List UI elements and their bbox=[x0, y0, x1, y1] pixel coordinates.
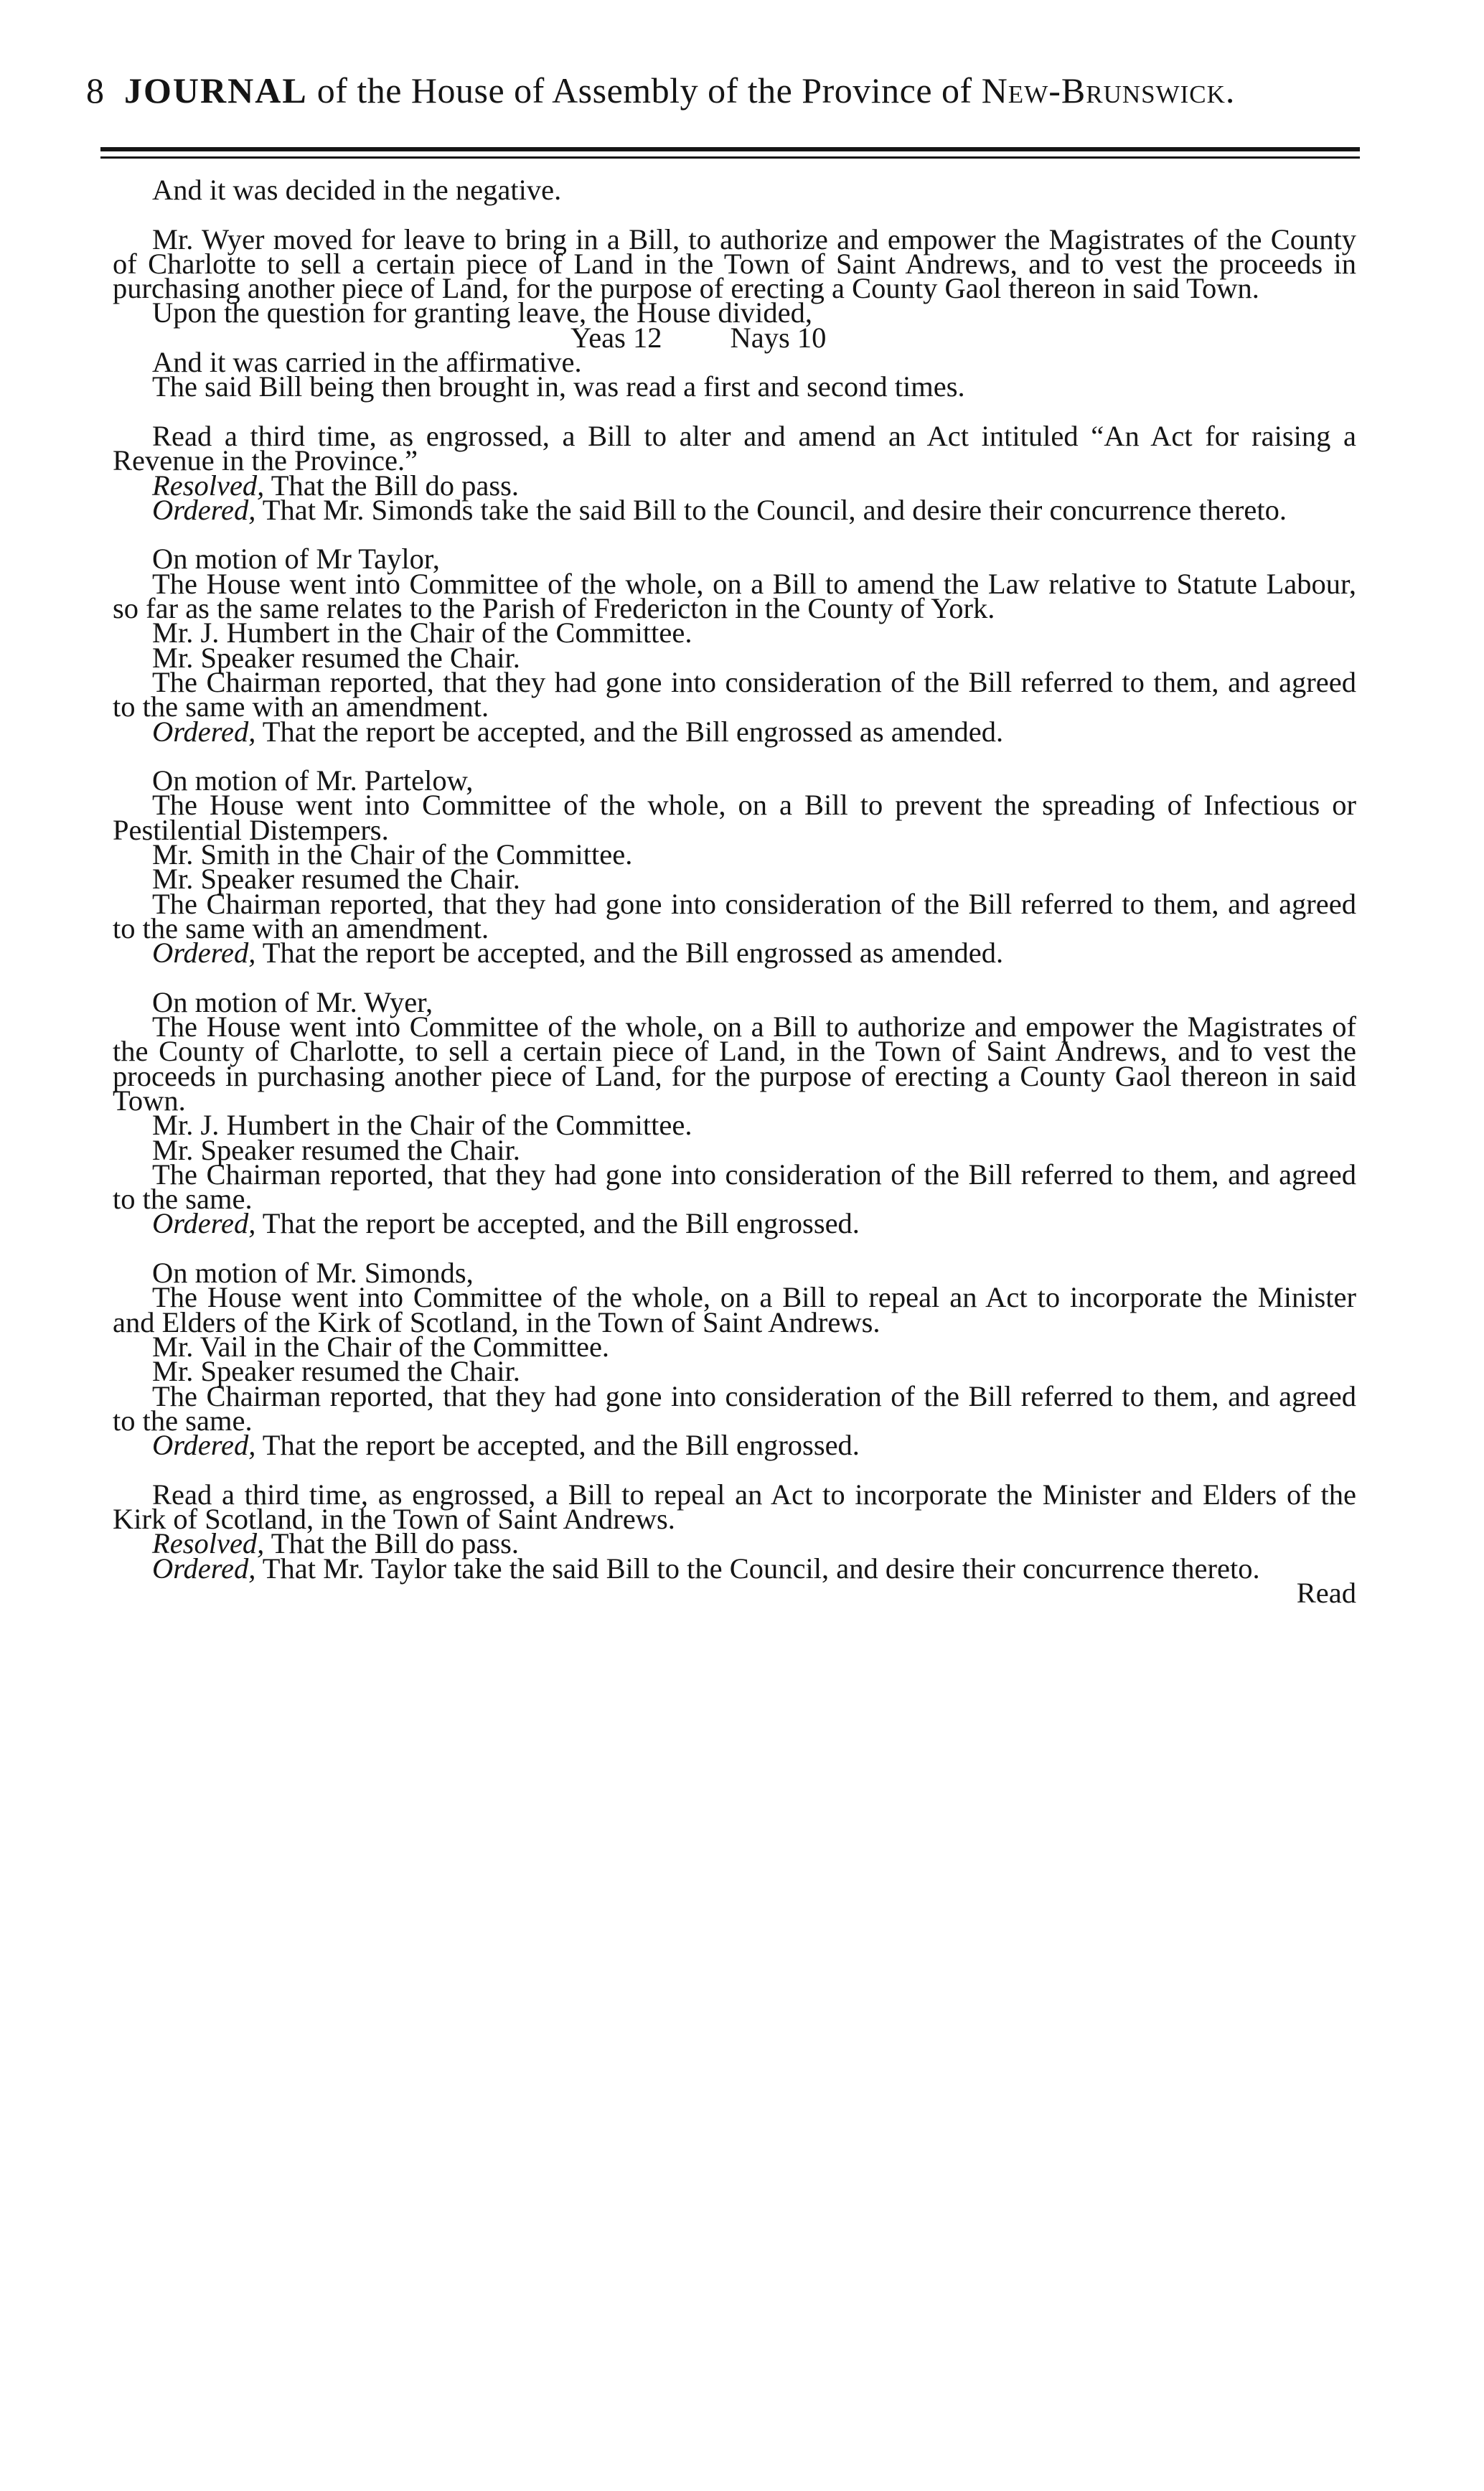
journal-paragraph: The Chairman reported, that they had gone into consideration of the Bill referred to them, and agreed to the same. bbox=[113, 1158, 1356, 1216]
journal-paragraph: Read a third time, as engrossed, a Bill to repeal an Act to incorporate the Minister and Elders of the Kirk of Scotland, in the Town of Saint Andrews. bbox=[113, 1478, 1356, 1536]
journal-paragraph: On motion of Mr Taylor, bbox=[152, 543, 440, 576]
page-number: 8 bbox=[86, 70, 105, 111]
journal-paragraph: Mr. J. Humbert in the Chair of the Committee. bbox=[152, 1109, 692, 1142]
journal-paragraph: Read a third time, as engrossed, a Bill to alter and amend an Act intituled “An Act for raising a Revenue in the Province.” bbox=[113, 419, 1356, 477]
ordered-term: Ordered, bbox=[152, 715, 256, 748]
journal-paragraph: The said Bill being then brought in, was read a first and second times. bbox=[152, 370, 965, 403]
ordered-term: Ordered, bbox=[152, 1207, 256, 1240]
ordered-term: Ordered, bbox=[152, 1552, 256, 1585]
journal-paragraph: Mr. Speaker resumed the Chair. bbox=[152, 863, 520, 896]
journal-paragraph: The House went into Committee of the whole, on a Bill to repeal an Act to incorporate the Minister and Elders of the Kirk of Scotland, in the Town of Saint Andrews. bbox=[113, 1281, 1356, 1338]
journal-paragraph: The Chairman reported, that they had gone into consideration of the Bill referred to them, and agreed to the same with an amendment. bbox=[113, 665, 1356, 723]
journal-paragraph: Mr. Speaker resumed the Chair. bbox=[152, 641, 520, 674]
resolution-line: Resolved, That the Bill do pass. bbox=[152, 469, 520, 502]
resolution-line: Resolved, That the Bill do pass. bbox=[152, 1527, 520, 1560]
province-name: New-Brunswick. bbox=[981, 70, 1236, 111]
journal-paragraph: The Chairman reported, that they had gone into consideration of the Bill referred to them, and agreed to the same. bbox=[113, 1379, 1356, 1437]
header-rule-thin bbox=[100, 156, 1360, 159]
journal-paragraph: Mr. Vail in the Chair of the Committee. bbox=[152, 1330, 610, 1363]
running-header bbox=[86, 69, 1363, 112]
journal-title: JOURNAL bbox=[124, 70, 308, 111]
resolved-term: Resolved, bbox=[152, 1527, 265, 1560]
journal-paragraph: And it was decided in the negative. bbox=[152, 174, 562, 206]
ordered-term: Ordered, bbox=[152, 1429, 256, 1462]
order-line: Ordered, That Mr. Taylor take the said Bill to the Council, and desire their concurrence thereto. Read bbox=[152, 1552, 1356, 1609]
journal-paragraph: Mr. Speaker resumed the Chair. bbox=[152, 1133, 520, 1166]
journal-paragraph: Mr. J. Humbert in the Chair of the Committee. bbox=[152, 616, 692, 649]
order-line: Ordered, That Mr. Simonds take the said Bill to the Council, and desire their concurrence thereto. bbox=[152, 493, 1287, 526]
ordered-term: Ordered, bbox=[152, 937, 256, 970]
journal-paragraph: Mr. Smith in the Chair of the Committee. bbox=[152, 838, 633, 871]
journal-paragraph: The House went into Committee of the whole, on a Bill to prevent the spreading of Infectious or Pestilential Distempers. bbox=[113, 789, 1356, 846]
nays-count: Nays 10 bbox=[730, 321, 827, 354]
journal-paragraph: Mr. Speaker resumed the Chair. bbox=[152, 1355, 520, 1388]
journal-paragraph: The Chairman reported, that they had gone into consideration of the Bill referred to them, and agreed to the same with an amendment. bbox=[113, 887, 1356, 944]
yeas-count: Yeas 12 bbox=[570, 321, 662, 354]
resolved-term: Resolved, bbox=[152, 469, 265, 502]
ordered-term: Ordered, bbox=[152, 493, 256, 526]
journal-paragraph: On motion of Mr. Simonds, bbox=[152, 1257, 474, 1290]
journal-paragraph: The House went into Committee of the whole, on a Bill to authorize and empower the Magistrates of the County of Charlotte, to sell a certain piece of Land, in the Town of Saint Andrews, and to vest the proceeds in purchasing another piece of Land, for the purpose of erecting a County Gaol thereon in said Town. bbox=[113, 1010, 1356, 1117]
catchword: Read bbox=[1296, 1576, 1356, 1609]
journal-paragraph: Upon the question for granting leave, the House divided, bbox=[152, 296, 813, 329]
order-line: Ordered, That the report be accepted, and the Bill engrossed as amended. bbox=[152, 715, 1004, 748]
order-line: Ordered, That the report be accepted, and the Bill engrossed as amended. bbox=[152, 937, 1004, 970]
journal-body bbox=[113, 174, 1356, 1609]
order-line: Ordered, That the report be accepted, and the Bill engrossed. bbox=[152, 1207, 860, 1240]
header-rule-thick bbox=[100, 147, 1360, 151]
journal-paragraph: Mr. Wyer moved for leave to bring in a Bill, to authorize and empower the Magistrates of the County of Charlotte to sell a certain piece of Land in the Town of Saint Andrews, and to vest the proceeds in purchasing another piece of Land, for the purpose of erecting a County Gaol thereon in said Town. bbox=[113, 222, 1356, 305]
journal-subtitle: of the House of Assembly of the Province of bbox=[316, 70, 972, 111]
journal-paragraph: The House went into Committee of the whole, on a Bill to amend the Law relative to Statute Labour, so far as the same relates to the Parish of Fredericton in the County of York. bbox=[113, 567, 1356, 625]
journal-paragraph: And it was carried in the affirmative. bbox=[152, 346, 582, 379]
journal-paragraph: On motion of Mr. Wyer, bbox=[152, 985, 433, 1018]
journal-paragraph: On motion of Mr. Partelow, bbox=[152, 764, 474, 797]
order-line: Ordered, That the report be accepted, and the Bill engrossed. bbox=[152, 1429, 860, 1462]
